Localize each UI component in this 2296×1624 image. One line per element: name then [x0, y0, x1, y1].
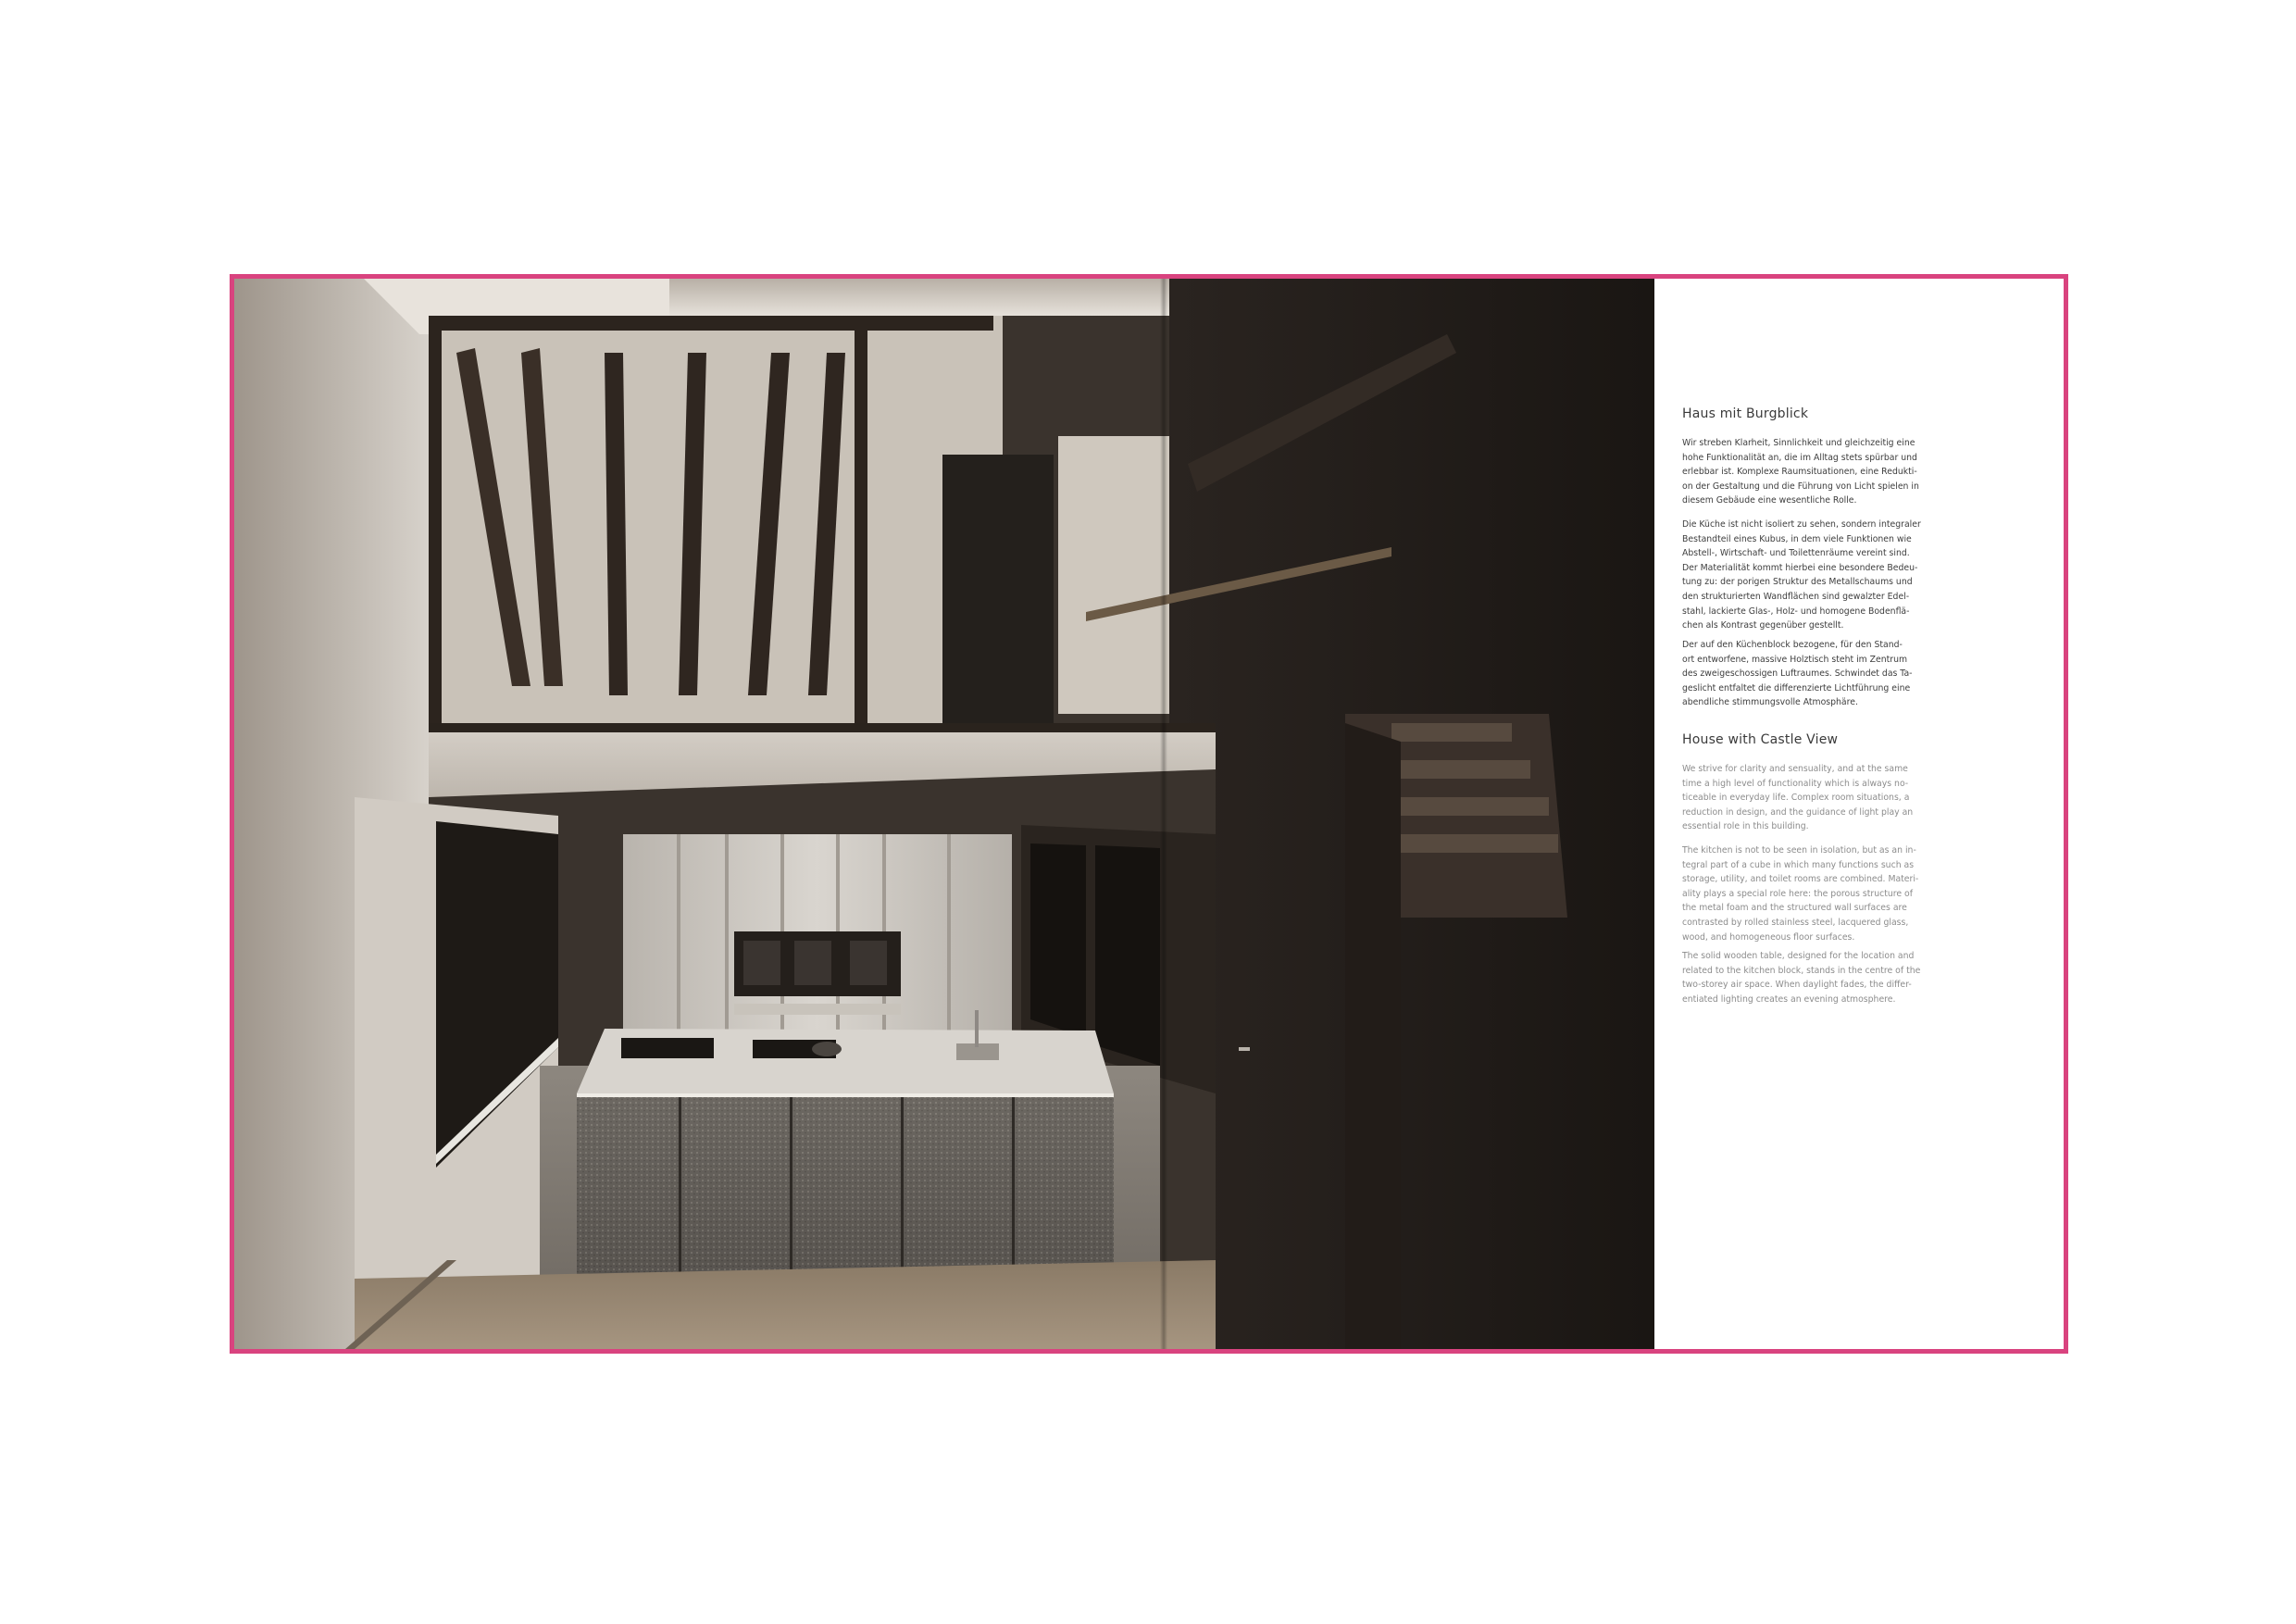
- book-pages: [234, 279, 2064, 1349]
- english-paragraph: We strive for clarity and sensuality, and at the same time a high level of functionality which is always no- ticeable in everyday life. Complex room situations, a reduction in design, and the guidance of light play an essential role in this building.: [1682, 764, 1914, 832]
- book-spread: [230, 274, 2068, 1354]
- german-title: Haus mit Burgblick: [1682, 406, 1809, 421]
- kitchen-interior-photo: [234, 279, 1654, 1349]
- german-paragraph: Wir streben Klarheit, Sinnlichkeit und gleichzeitig eine hohe Funktionalität an, die im Alltag stets spürbar und erlebbar ist. Komplexe Raumsituationen, eine Redukti- on der Gestaltung und die Führung von Licht spielen in diesem Gebäude eine wesentliche Rolle.: [1682, 438, 1919, 506]
- german-paragraph: Die Küche ist nicht isoliert zu sehen, sondern integraler Bestandteil eines Kubus, in dem viele Funktionen wie Abstell-, Wirtschaft- und Toilettenräume vereint sind. Der Materialität kommt hierbei eine besondere Bedeu- tung zu: der porigen Struktur des Metallschaums und den strukturierten Wandflächen sind gewalzter Edel- stahl, lackierte Glas-, Holz- und homogene Bodenflä- chen als Kontrast gegenüber gestellt.: [1682, 519, 1921, 631]
- german-paragraph: Der auf den Küchenblock bezogene, für den Stand- ort entworfene, massive Holztisch steht im Zentrum des zweigeschossigen Luftraumes. Schwindet das Ta- geslicht entfaltet die differenzierte Lichtführung eine abendliche stimmungsvolle Atmosphäre.: [1682, 640, 1913, 708]
- text-column: [1654, 279, 2064, 1349]
- english-paragraph: The kitchen is not to be seen in isolation, but as an in- tegral part of a cube in which many functions such as storage, utility, and toilet rooms are combined. Materi- ality plays a special role here: the porous structure of the metal foam and the structured wall surfaces are contrasted by rolled stainless steel, lacquered glass, wood, and homogeneous floor surfaces.: [1682, 845, 1919, 943]
- english-title: House with Castle View: [1682, 732, 1839, 747]
- english-paragraph: The solid wooden table, designed for the location and related to the kitchen block, stands in the centre of the two-storey air space. When daylight fades, the differ- entiated lighting creates an evening atmosphere.: [1682, 951, 1921, 1005]
